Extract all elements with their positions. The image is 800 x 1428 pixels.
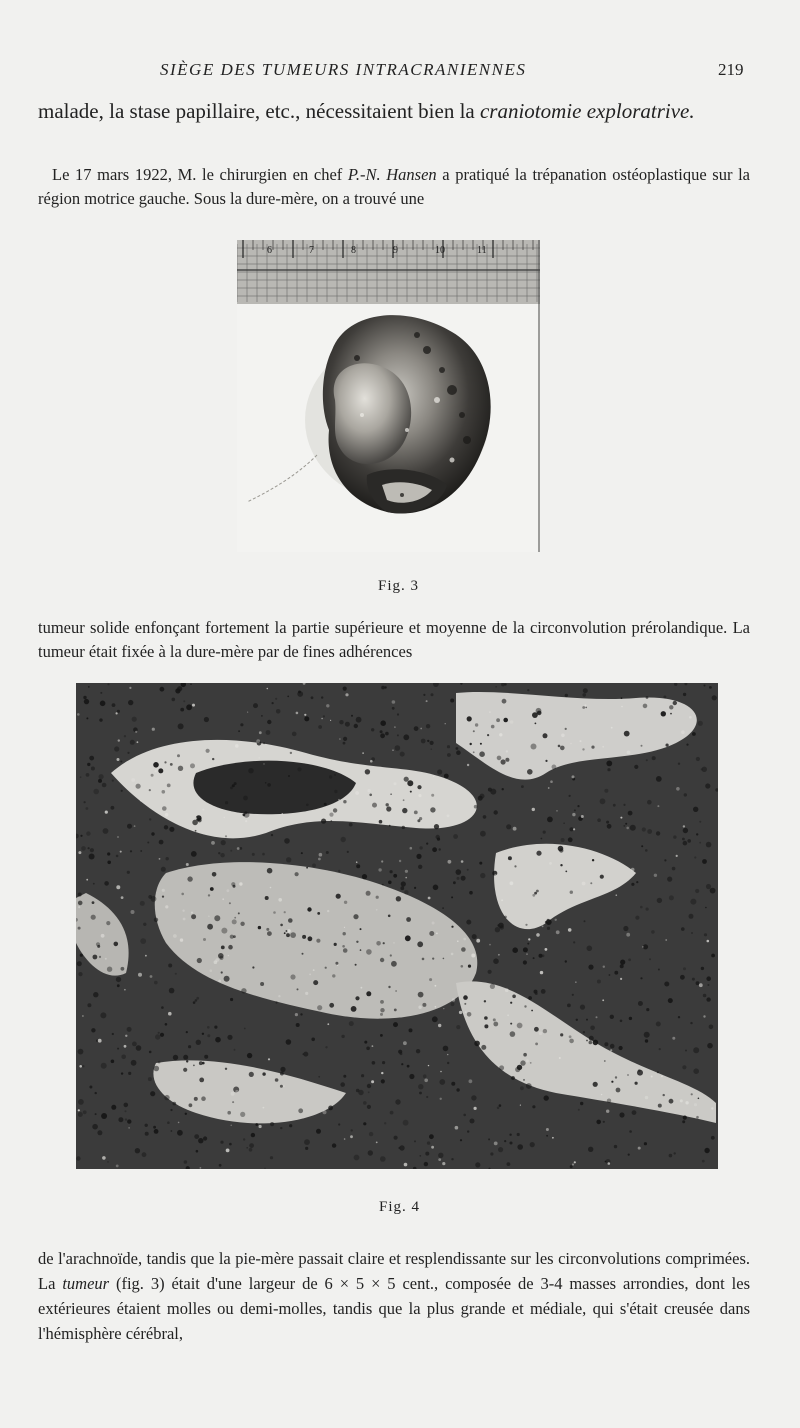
figure-3-photo	[237, 240, 540, 552]
running-head: SIÈGE DES TUMEURS INTRACRANIENNES	[160, 60, 527, 79]
figure-4-caption: Fig. 4	[379, 1199, 421, 1215]
paragraph-4-text-b: (fig. 3) était d'une largeur de 6 × 5 × 5 cent., composée de 3-4 masses arrondies, dont les extérieures étaient molles ou demi-molles, tandis que la plus grande et médiale, qui s'était creusée dans l'hémisphère cérébral,	[38, 1274, 750, 1343]
figure-3-caption: Fig. 3	[378, 578, 420, 594]
micrograph-illustration	[76, 683, 718, 1169]
figure-4-micrograph	[76, 683, 718, 1169]
paragraph-2-text-a: Le 17 mars 1922, M. le chirurgien en chef	[52, 165, 348, 184]
paragraph-2	[38, 163, 750, 211]
paragraph-4-italic: tumeur	[62, 1274, 110, 1293]
paragraph-1	[38, 98, 750, 124]
surgeon-name: P.-N. Hansen	[347, 165, 437, 184]
page-number: 219	[718, 60, 744, 79]
tumor-photo-illustration	[237, 240, 540, 552]
ruler-number: 6	[267, 245, 272, 256]
paragraph-3: tumeur solide enfonçant fortement la partie supérieure et moyenne de la circonvolution prérolandique. La tumeur était fixée à la dure-mère par de fines adhérences	[38, 618, 750, 661]
paragraph-4	[38, 1246, 750, 1346]
paragraph-1-text: malade, la stase papillaire, etc., nécessitaient bien la	[38, 99, 480, 123]
ruler-number: 8	[351, 245, 356, 256]
ruler-number: 9	[393, 245, 398, 256]
ruler-number: 11	[477, 245, 487, 256]
paragraph-2-text-b: a pratiqué la trépanation ostéoplastique sur la région motrice gauche. Sous la dure-mère, on a trouvé une	[38, 165, 751, 208]
paragraph-1-italic: craniotomie exploratrive.	[479, 99, 695, 123]
ruler-number: 7	[309, 245, 314, 256]
ruler-number: 10	[435, 245, 445, 256]
paragraph-4-text-a: de l'arachnoïde, tandis que la pie-mère passait claire et resplendissante sur les circonvolutions comprimées. La	[38, 1249, 750, 1293]
